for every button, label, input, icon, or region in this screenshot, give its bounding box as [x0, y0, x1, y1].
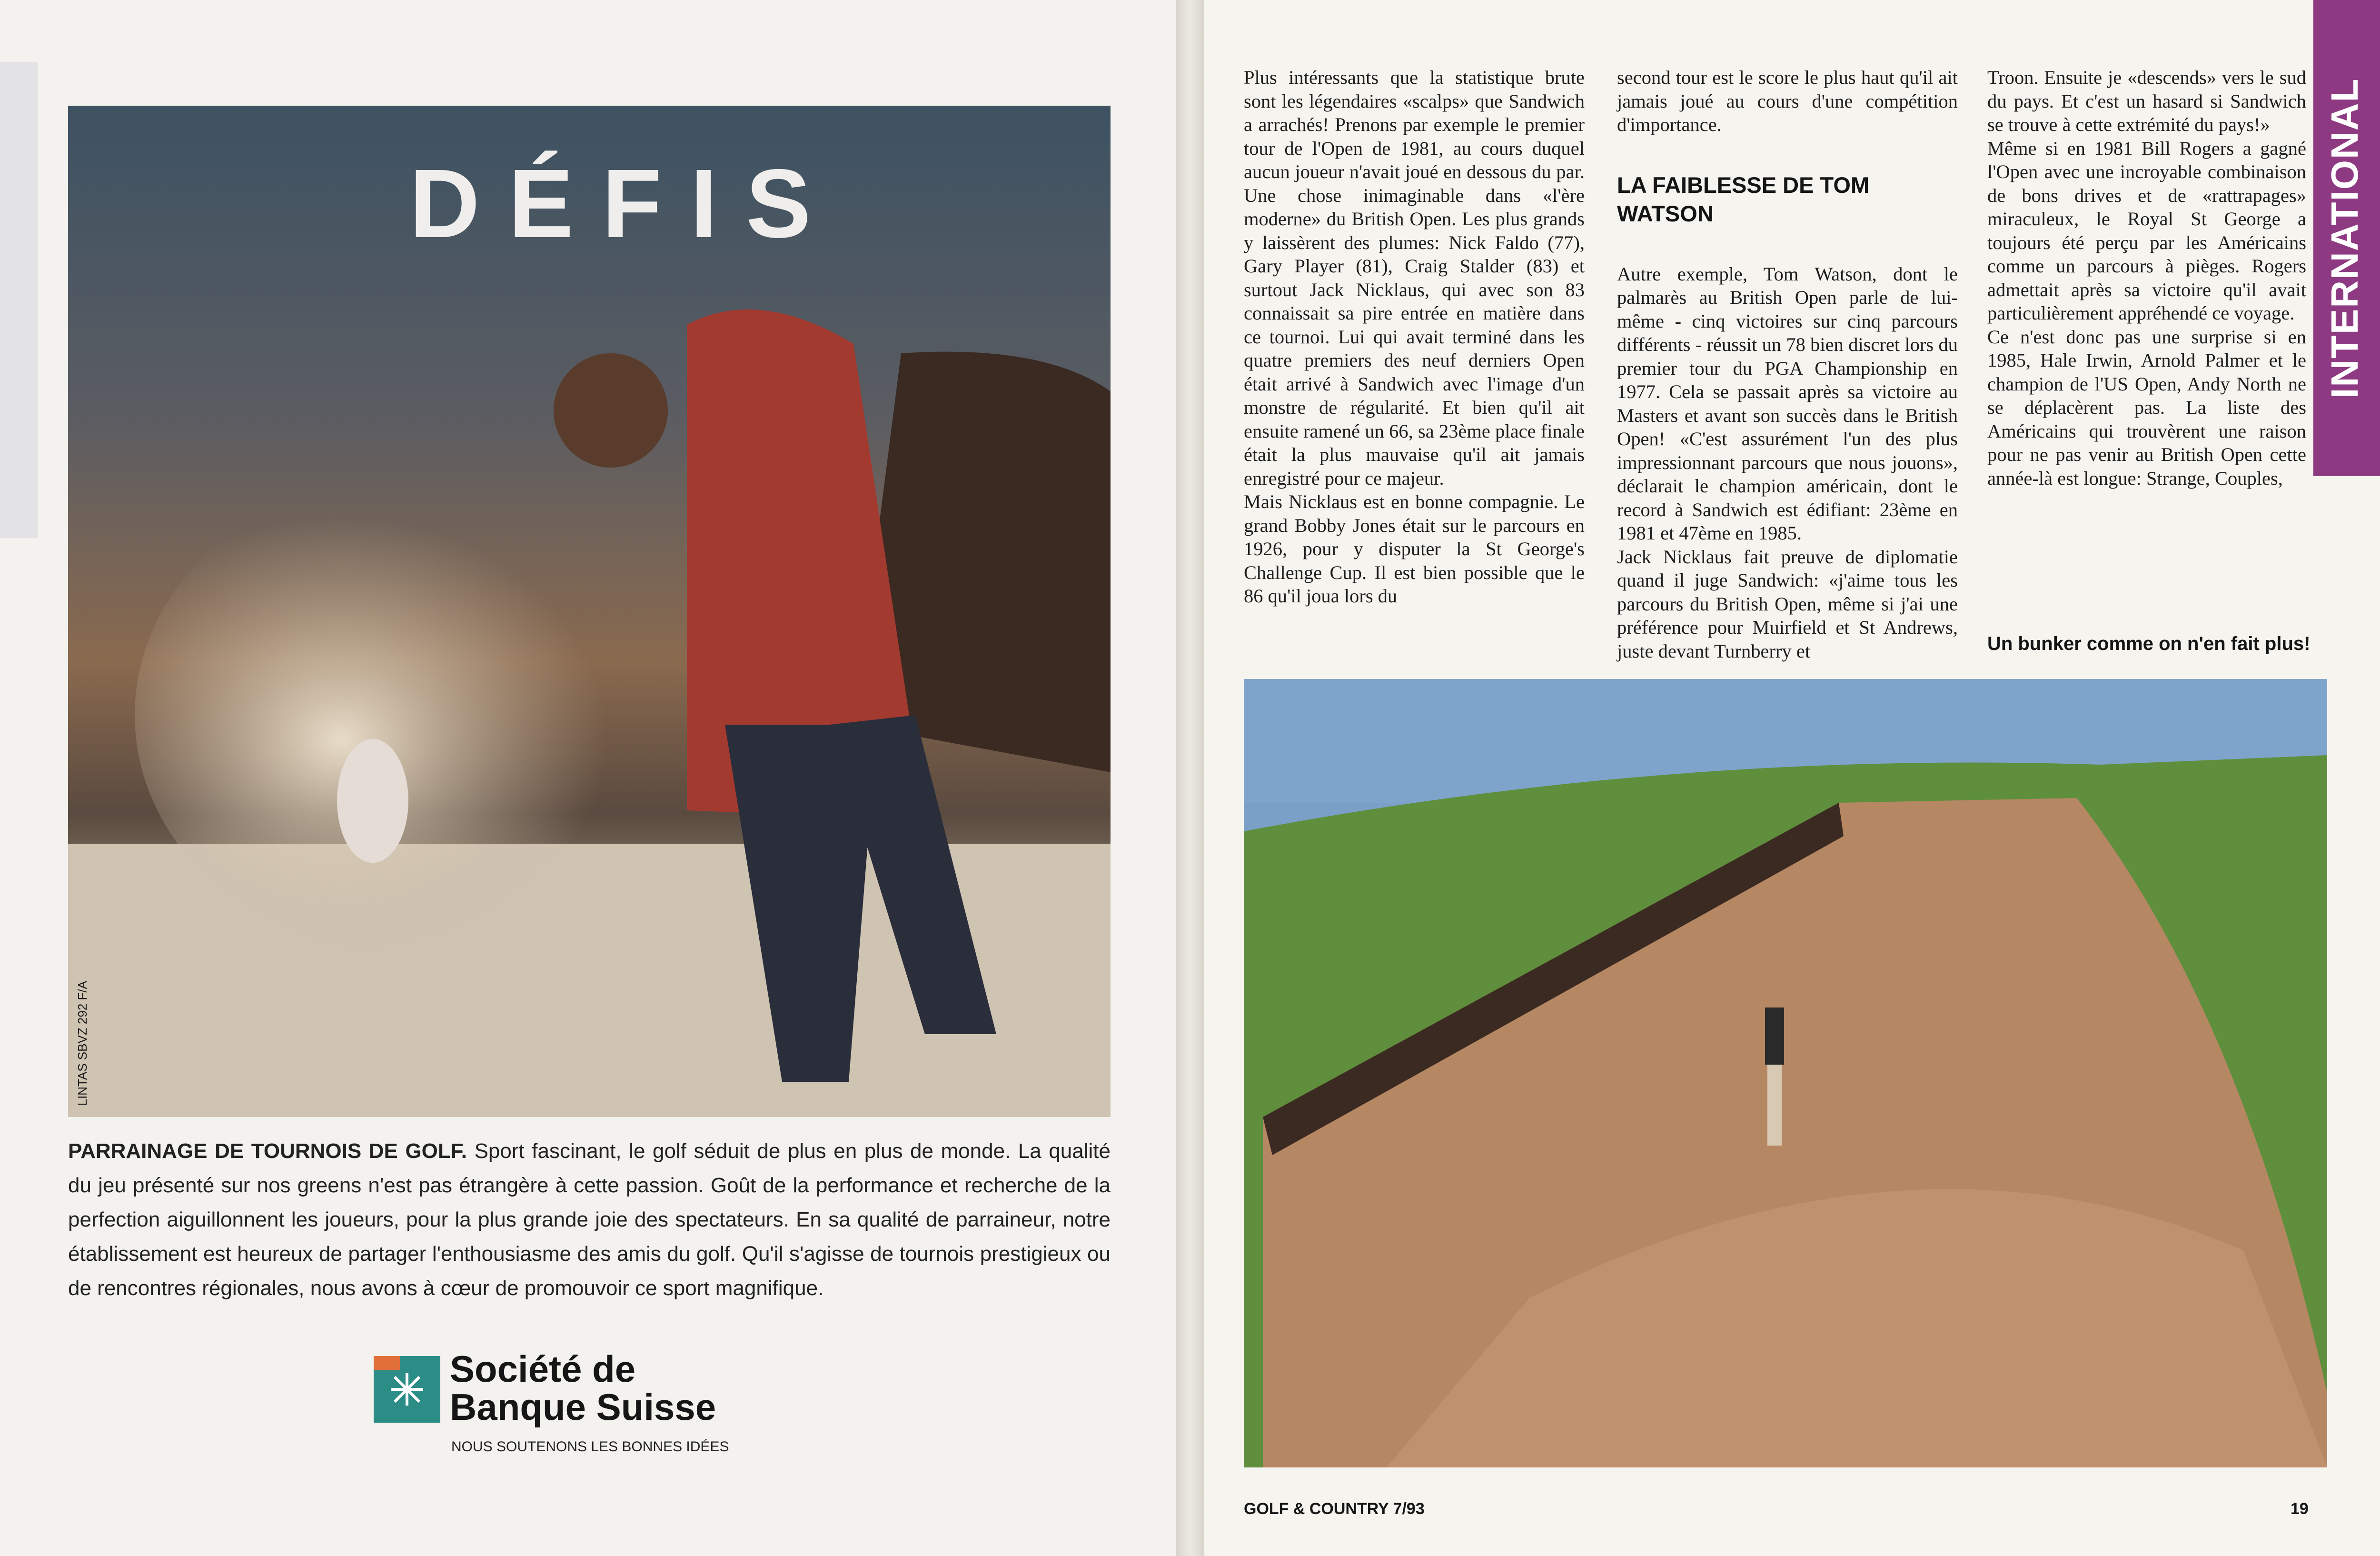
magazine-footer: GOLF & COUNTRY 7/93 [1244, 1500, 1425, 1518]
article-paragraph: Mais Nicklaus est en bonne compagnie. Le grand Bobby Jones était sur le parcours en 1926, pour y disputer la St George's Challenge Cup. Il est bien possible que le 86 qu'il joua lors du [1244, 491, 1585, 607]
photo-caption: Un bunker comme on n'en fait plus! [1987, 633, 2311, 654]
photo-credit: LINTAS SBVZ 292 F/A [75, 981, 89, 1106]
article-column-2 [1617, 66, 1958, 663]
photo-headline: DÉFIS [409, 149, 840, 258]
article-paragraph: Même si en 1981 Bill Rogers a gagné l'Open avec une incroyable combinaison de bons drives et de «rattrapages» miraculeux, le Royal St George a toujours été perçu par les Américains comme un parcours à pièges. Rogers admettait après sa victoire qu'il avait particulièrement appréhendé ce voyage. [1987, 137, 2306, 324]
article-paragraph: second tour est le score le plus haut qu'il ait jamais joué au cours d'une compétition d'importance. [1617, 67, 1958, 135]
bank-name [450, 1350, 716, 1426]
section-tab-label: INTERNATIONAL [2323, 78, 2366, 399]
sponsorship-ad-copy [68, 1134, 1111, 1306]
bank-logo-icon [374, 1356, 440, 1423]
bunker-photo [1244, 679, 2327, 1467]
article-column-3 [1987, 66, 2306, 490]
article-column-1 [1244, 66, 1585, 608]
bank-logo-corner [374, 1356, 400, 1370]
bank-name-line2: Banque Suisse [450, 1386, 716, 1428]
ad-lead: PARRAINAGE DE TOURNOIS DE GOLF. [68, 1139, 467, 1163]
page-number: 19 [2291, 1500, 2309, 1518]
bank-name-line1: Société de [450, 1348, 636, 1390]
left-page-bleed-tab [0, 62, 38, 538]
article-paragraph: Jack Nicklaus fait preuve de diplomatie quand il juge Sandwich: «j'aime tous les parcours du British Open, même si j'ai une préférence pour Muirfield et St Andrews, juste devant Turnberry et [1617, 546, 1958, 662]
article-paragraph: Ce n'est donc pas une surprise si en 1985, Hale Irwin, Arnold Palmer et le champion de l'US Open, Andy North ne se déplacèrent pas. La liste des Américains qui trouvèrent une raison pour ne pas venir au British Open cette année-là est longue: Strange, Couples, [1987, 326, 2306, 489]
key-emblem-icon [388, 1370, 426, 1408]
article-subheading: LA FAIBLESSE DE TOM WATSON [1617, 172, 1870, 226]
bunker-illustration [1244, 679, 2327, 1467]
bank-tagline: NOUS SOUTENONS LES BONNES IDÉES [451, 1439, 729, 1455]
article-paragraph: Plus intéressants que la statistique brute sont les légendaires «scalps» que Sandwich a arrachés! Prenons par exemple le premier tour de l'Open de 1981, au cours duquel aucun joueur n'avait joué en dessous du par. Une chose inimaginable dans «l'ère moderne» du British Open. Les plus grands y laissèrent des plumes: Nick Faldo (77), Gary Player (81), Craig Stalder (83) et surtout Jack Nicklaus, qui avec son 83 connaissait sa pire entrée en matière dans ce tournoi. Lui qui avait terminé dans les quatre premiers des neuf derniers Open était arrivé à Sandwich avec l'image d'un monstre de régularité. Et bien qu'il ait ensuite ramené un 66, sa 23ème place finale était la plus mauvaise qu'il ait jamais enregistré pour ce majeur. [1244, 67, 1585, 489]
page-gutter [1176, 0, 1204, 1556]
article-paragraph: Troon. Ensuite je «descends» vers le sud du pays. Et c'est un hasard si Sandwich se trouve à cette extrémité du pays!» [1987, 67, 2306, 135]
article-paragraph: Autre exemple, Tom Watson, dont le palmarès au British Open parle de lui-même - cinq victoires sur cinq parcours différents - réussit un 78 bien discret lors du premier tour du PGA Championship en 1977. Cela se passait après sa victoire au Masters et avant son succès dans le British Open! «C'est assurément l'un des plus impressionnant parcours que nous jouons», déclarait le champion américain, dont le record à Sandwich est édifiant: 23ème en 1981 et 47ème en 1985. [1617, 263, 1958, 544]
ad-body: Sport fascinant, le golf séduit de plus en plus de monde. La qualité du jeu présenté sur nos greens n'est pas étrangère à cette passion. Goût de la performance et recherche de la perfection aiguillonnent les joueurs, pour la plus grande joie des spectateurs. En sa qualité de parraineur, notre établissement est heureux de partager l'enthousiasme des amis du golf. Qu'il s'agisse de tournois prestigieux ou de rencontres régionales, nous avons à cœur de promouvoir ce sport magnifique. [68, 1139, 1111, 1300]
